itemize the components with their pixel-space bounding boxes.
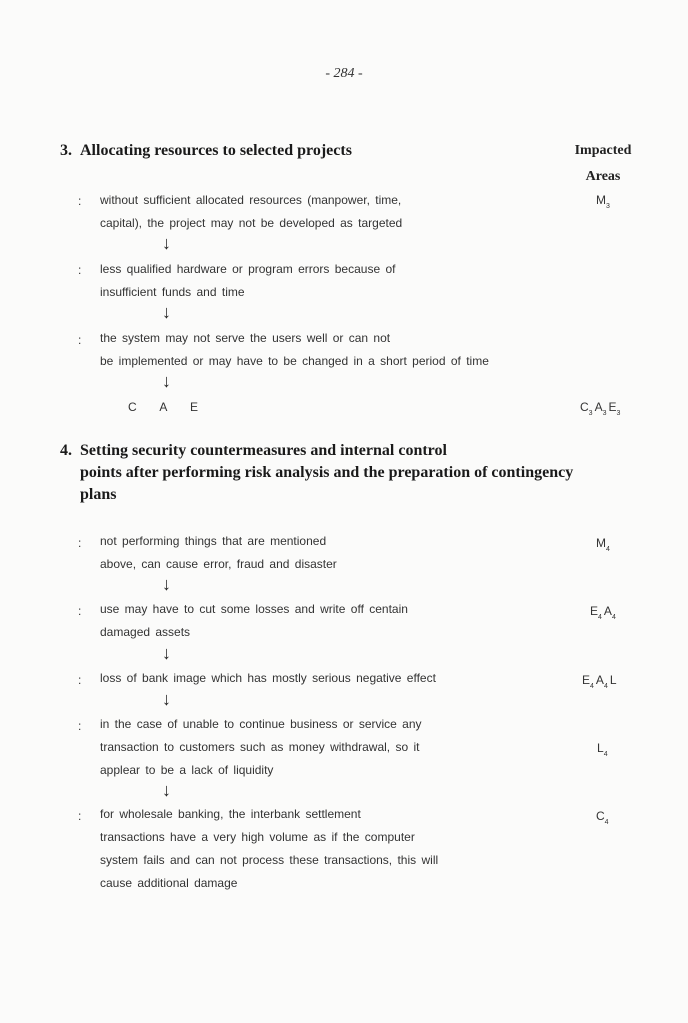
- down-arrow-icon: ↓: [162, 689, 171, 709]
- impact-code-e4a4: $E_4$ $A_4$: [590, 604, 616, 621]
- list-item: without sufficient allocated resources (manpower, time, capital), the project may not be developed as targeted: [100, 193, 403, 230]
- bullet-colon: :: [78, 333, 82, 347]
- section-4-number: 4.: [60, 442, 72, 459]
- bullet-colon: :: [78, 536, 82, 550]
- list-item: use may have to cut some losses and write off centain damaged assets: [100, 602, 408, 639]
- down-arrow-icon: ↓: [162, 233, 171, 253]
- impact-code-m4: $M_4$: [596, 536, 610, 553]
- result-codes: C A E: [128, 400, 199, 414]
- impacted-areas-label: Impacted Areas: [574, 143, 632, 184]
- list-item: not performing things that are mentioned above, can cause error, fraud and disaster: [100, 534, 337, 571]
- impact-code-c4: $C_4$: [596, 809, 609, 826]
- section-3-title: Allocating resources to selected projects: [80, 142, 352, 159]
- impact-code-c3a3e3: $C_3$ $A_3$ $E_3$: [580, 400, 621, 417]
- list-item: in the case of unable to continue business or service any transaction to customers such as money withdrawal, so it applear to be a lack of liquidity: [100, 717, 422, 777]
- impact-code-m3: $M_3$: [596, 193, 610, 210]
- impact-code-e4a4l: $E_4$ $A_4$ L: [582, 673, 617, 690]
- list-item: the system may not serve the users well or can not be implemented or may have to be changed in a short period of time: [100, 331, 489, 368]
- section-3-heading: [60, 140, 352, 162]
- bullet-colon: :: [78, 719, 82, 733]
- section-3-number: 3.: [60, 142, 72, 159]
- bullet-colon: :: [78, 809, 82, 823]
- list-item: loss of bank image which has mostly serious negative effect: [100, 671, 436, 685]
- page-number: - 284 -: [325, 66, 363, 81]
- down-arrow-icon: ↓: [162, 302, 171, 322]
- down-arrow-icon: ↓: [162, 371, 171, 391]
- bullet-colon: :: [78, 673, 82, 687]
- section-4-heading: 4. Setting security countermeasures and internal control points after performing risk analysis and the preparation of contingency plans: [60, 442, 574, 503]
- bullet-colon: :: [78, 604, 82, 618]
- list-item: less qualified hardware or program errors because of insufficient funds and time: [100, 262, 396, 299]
- bullet-colon: :: [78, 194, 82, 208]
- down-arrow-icon: ↓: [162, 780, 171, 800]
- impact-code-l4: $L_4$: [597, 741, 608, 758]
- down-arrow-icon: ↓: [162, 643, 171, 663]
- list-item: for wholesale banking, the interbank settlement transactions have a very high volume as if the computer system fails and can not process these transactions, this will cause additional damage: [100, 807, 439, 890]
- down-arrow-icon: ↓: [162, 574, 171, 594]
- bullet-colon: :: [78, 263, 82, 277]
